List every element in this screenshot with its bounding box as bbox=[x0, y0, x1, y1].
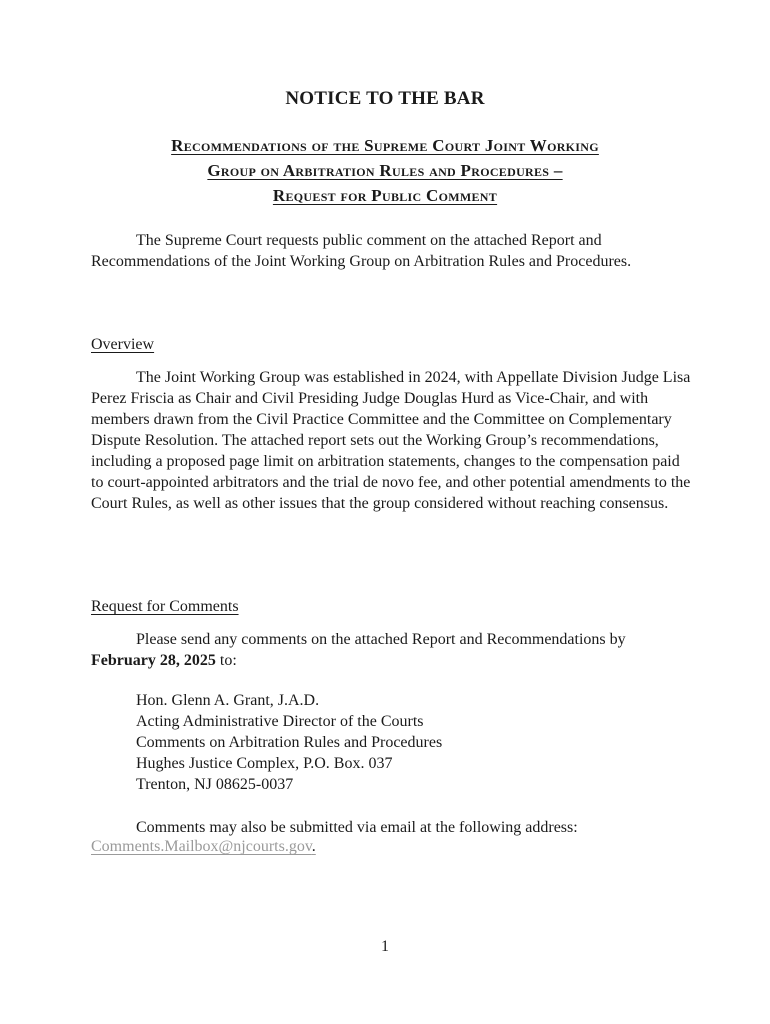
heading-line-3-text: Request for Public Comment bbox=[272, 186, 498, 205]
intro-paragraph: The Supreme Court requests public comment on the attached Report and Recommendations of the Joint Working Group on Arbitration Rules and Procedures. bbox=[91, 232, 632, 270]
email-link[interactable] bbox=[91, 838, 316, 856]
address-line-4: Hughes Justice Complex, P.O. Box. 037 bbox=[136, 755, 393, 772]
overview-title: Overview bbox=[91, 336, 155, 353]
address-line-1: Hon. Glenn A. Grant, J.A.D. bbox=[136, 692, 320, 709]
request-deadline: February 28, 2025 bbox=[91, 652, 216, 669]
request-paragraph bbox=[91, 629, 691, 671]
document-heading bbox=[0, 133, 770, 208]
address-line-2: Acting Administrative Director of the Courts bbox=[136, 713, 424, 730]
email-trailing-period: . bbox=[311, 838, 316, 855]
request-text-end: to: bbox=[219, 652, 237, 669]
address-line-3: Comments on Arbitration Rules and Procedures bbox=[136, 734, 443, 751]
address-line-5: Trenton, NJ 08625-0037 bbox=[136, 776, 294, 793]
notice-title: NOTICE TO THE BAR bbox=[285, 88, 485, 109]
heading-line-1 bbox=[0, 133, 770, 158]
overview-paragraph: The Joint Working Group was established in 2024, with Appellate Division Judge Lisa Perez Friscia as Chair and Civil Presiding Judge Douglas Hurd as Vice-Chair, and with members drawn from the Civil Practice Committee and the Committee on Complementary Dispute Resolution. The attached report sets out the Working Group’s recommendations, including a proposed page limit on arbitration statements, changes to the compensation paid to court-appointed arbitrators and the trial de novo fee, and other potential amendments to the Court Rules, as well as other issues that the group considered without reaching consensus. bbox=[91, 369, 691, 512]
mailing-address bbox=[136, 690, 442, 795]
email-intro: Comments may also be submitted via email at the following address: bbox=[136, 819, 578, 836]
request-title: Request for Comments bbox=[91, 598, 239, 615]
heading-line-1-text: Recommendations of the Supreme Court Joint Working bbox=[171, 136, 599, 155]
heading-line-3 bbox=[0, 183, 770, 208]
page-number: 1 bbox=[381, 938, 389, 955]
heading-line-2-text: Group on Arbitration Rules and Procedures – bbox=[207, 161, 563, 180]
heading-line-2 bbox=[0, 158, 770, 183]
request-text: Please send any comments on the attached Report and Recommendations by bbox=[136, 631, 626, 648]
email-address[interactable]: Comments.Mailbox@njcourts.gov bbox=[91, 838, 312, 855]
